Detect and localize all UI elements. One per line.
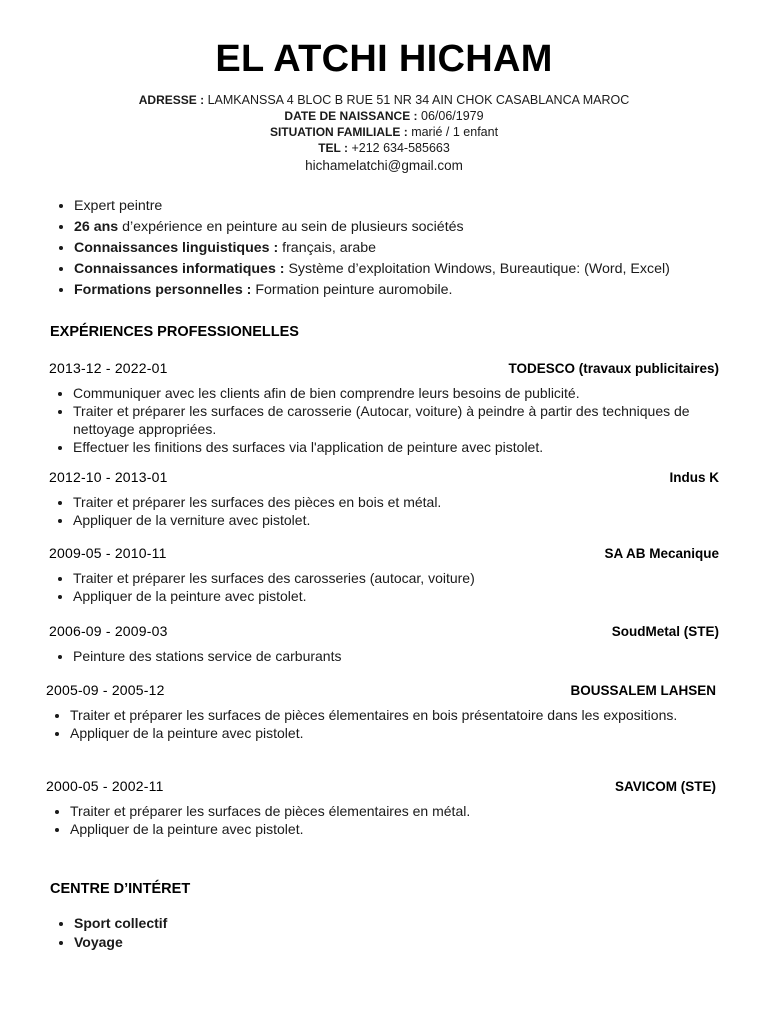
job-header bbox=[49, 359, 719, 378]
job-task: • Traiter et préparer les surfaces de pièces élementaires en bois présentatoire dans les expositions. bbox=[70, 706, 716, 724]
contact-block bbox=[0, 92, 768, 174]
job-task: • Effectuer les finitions des surfaces via l'application de peinture avec pistolet. bbox=[73, 438, 719, 456]
job-task: • Traiter et préparer les surfaces des pièces en bois et métal. bbox=[73, 493, 719, 511]
family-status-value: marié / 1 enfant bbox=[411, 125, 499, 139]
summary-item-bold: Connaissances informatiques : bbox=[74, 261, 285, 277]
summary-item bbox=[74, 280, 740, 301]
birthdate-label: DATE DE NAISSANCE : bbox=[284, 109, 418, 123]
job-company: BOUSSALEM LAHSEN bbox=[570, 683, 716, 698]
interests-section bbox=[50, 914, 450, 952]
interests-list bbox=[50, 914, 450, 952]
summary-item-text: d’expérience en peinture au sein de plusieurs sociétés bbox=[118, 219, 464, 235]
job-dates: 2009-05 - 2010-11 bbox=[49, 545, 167, 561]
job-entry bbox=[49, 359, 719, 456]
job-entry bbox=[49, 468, 719, 529]
job-header bbox=[49, 544, 719, 563]
summary-section bbox=[50, 196, 740, 301]
birthdate-row bbox=[0, 108, 768, 124]
job-task: • Appliquer de la peinture avec pistolet. bbox=[70, 724, 716, 742]
job-header bbox=[46, 777, 716, 796]
job-task: • Communiquer avec les clients afin de bien comprendre leurs besoins de publicité. bbox=[73, 384, 719, 402]
job-tasks bbox=[49, 493, 719, 529]
job-task: • Appliquer de la peinture avec pistolet. bbox=[73, 587, 719, 605]
interest-item: • Sport collectif bbox=[74, 914, 450, 933]
job-header bbox=[49, 622, 719, 641]
job-company: TODESCO (travaux publicitaires) bbox=[508, 361, 719, 376]
job-dates: 2000-05 - 2002-11 bbox=[46, 778, 164, 794]
family-status-row bbox=[0, 124, 768, 140]
job-task: • Appliquer de la verniture avec pistolet. bbox=[73, 511, 719, 529]
job-dates: 2005-09 - 2005-12 bbox=[46, 682, 165, 698]
job-task: • Traiter et préparer les surfaces de carosserie (Autocar, voiture) à peindre à partir des techniques de nettoyage appropriées. bbox=[73, 402, 719, 438]
interest-item: • Voyage bbox=[74, 933, 450, 952]
job-company: SAVICOM (STE) bbox=[615, 779, 716, 794]
job-company: SA AB Mecanique bbox=[604, 546, 719, 561]
job-dates: 2012-10 - 2013-01 bbox=[49, 469, 168, 485]
job-tasks bbox=[46, 802, 716, 838]
phone-value: +212 634-585663 bbox=[351, 141, 450, 155]
summary-item-text: Système d’exploitation Windows, Bureautique: (Word, Excel) bbox=[284, 261, 670, 277]
summary-item-text: français, arabe bbox=[278, 240, 376, 256]
summary-item bbox=[74, 196, 740, 217]
phone-label: TEL : bbox=[318, 141, 348, 155]
job-task: • Traiter et préparer les surfaces de pièces élementaires en métal. bbox=[70, 802, 716, 820]
job-task: • Peinture des stations service de carburants bbox=[73, 647, 719, 665]
phone-row bbox=[0, 140, 768, 156]
summary-item bbox=[74, 217, 740, 238]
address-row bbox=[0, 92, 768, 108]
summary-item-bold: 26 ans bbox=[74, 219, 119, 235]
job-dates: 2013-12 - 2022-01 bbox=[49, 360, 168, 376]
job-entry bbox=[46, 777, 716, 838]
address-value: LAMKANSSA 4 BLOC B RUE 51 NR 34 AIN CHOK CASABLANCA MAROC bbox=[207, 93, 630, 107]
summary-item-bold: Formations personnelles : bbox=[74, 282, 252, 298]
birthdate-value: 06/06/1979 bbox=[421, 109, 484, 123]
experience-section-title: EXPÉRIENCES PROFESSIONELLES bbox=[50, 324, 299, 340]
job-tasks bbox=[49, 384, 719, 456]
summary-item-bold: Connaissances linguistiques : bbox=[74, 240, 279, 256]
job-header bbox=[49, 468, 719, 487]
job-entry bbox=[46, 681, 716, 742]
job-tasks bbox=[46, 706, 716, 742]
job-task: • Traiter et préparer les surfaces des carosseries (autocar, voiture) bbox=[73, 569, 719, 587]
interests-section-title: CENTRE D’INTÉRET bbox=[50, 881, 191, 897]
job-dates: 2006-09 - 2009-03 bbox=[49, 623, 168, 639]
job-entry bbox=[49, 622, 719, 665]
summary-item-text: Formation peinture auromobile. bbox=[251, 282, 453, 298]
summary-item bbox=[74, 238, 740, 259]
summary-item bbox=[74, 259, 740, 280]
job-task: • Appliquer de la peinture avec pistolet. bbox=[70, 820, 716, 838]
address-label: ADRESSE : bbox=[138, 93, 205, 107]
job-company: Indus K bbox=[669, 470, 719, 485]
candidate-name: EL ATCHI HICHAM bbox=[215, 38, 553, 80]
summary-item-text: Expert peintre bbox=[74, 198, 163, 214]
job-tasks bbox=[49, 647, 719, 665]
job-company: SoudMetal (STE) bbox=[611, 624, 719, 639]
job-header bbox=[46, 681, 716, 700]
job-tasks bbox=[49, 569, 719, 605]
email-text: hichamelatchi@gmail.com bbox=[305, 158, 463, 173]
summary-list bbox=[50, 196, 740, 301]
family-status-label: SITUATION FAMILIALE : bbox=[269, 125, 408, 139]
job-entry bbox=[49, 544, 719, 605]
